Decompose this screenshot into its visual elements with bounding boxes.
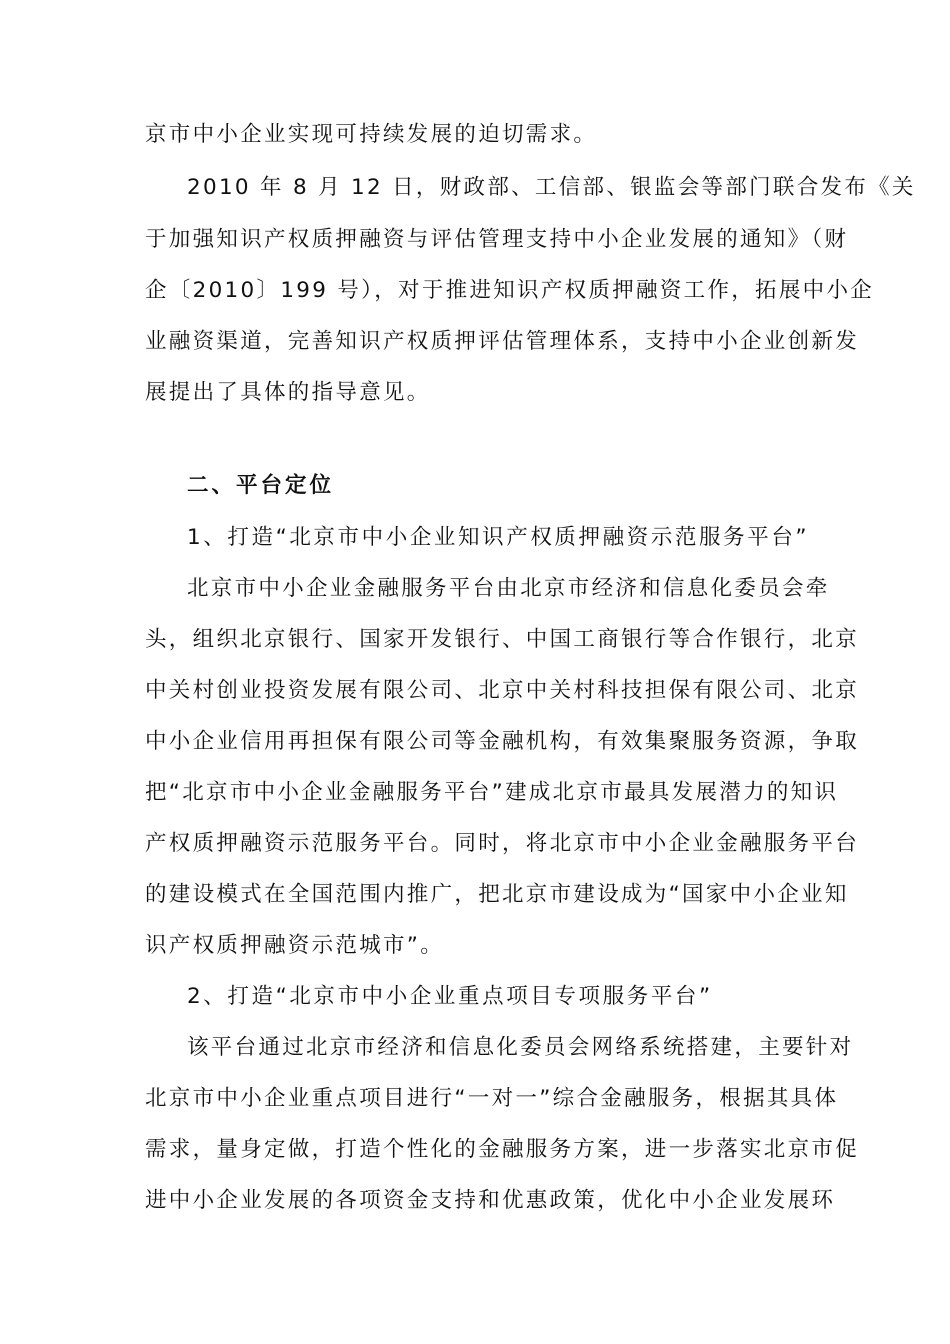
paragraph-line: 识产权质押融资示范城市”。 — [145, 933, 445, 958]
paragraph-line: 企〔2010〕199 号），对于推进知识产权质押融资工作，拓展中小企 — [145, 278, 875, 303]
paragraph-line: 北京市中小企业金融服务平台由北京市经济和信息化委员会牵 — [187, 576, 830, 601]
paragraph-line: 产权质押融资示范服务平台。同时，将北京市中小企业金融服务平台 — [145, 831, 860, 856]
paragraph-line: 2010 年 8 月 12 日，财政部、工信部、银监会等部门联合发布《关 — [187, 175, 916, 200]
paragraph-line: 展提出了具体的指导意见。 — [145, 380, 431, 405]
paragraph-line: 需求，量身定做，打造个性化的金融服务方案，进一步落实北京市促 — [145, 1137, 860, 1162]
paragraph-line: 京市中小企业实现可持续发展的迫切需求。 — [145, 122, 598, 147]
paragraph-line: 该平台通过北京市经济和信息化委员会网络系统搭建，主要针对 — [187, 1035, 854, 1060]
paragraph-line: 中关村创业投资发展有限公司、北京中关村科技担保有限公司、北京 — [145, 678, 860, 703]
paragraph-line: 业融资渠道，完善知识产权质押评估管理体系，支持中小企业创新发 — [145, 329, 860, 354]
paragraph-line: 头，组织北京银行、国家开发银行、中国工商银行等合作银行，北京 — [145, 627, 860, 652]
paragraph-line: 的建设模式在全国范围内推广，把北京市建设成为“国家中小企业知 — [145, 882, 849, 907]
subsection-heading: 1、打造“北京市中小企业知识产权质押融资示范服务平台” — [187, 525, 810, 550]
paragraph-line: 北京市中小企业重点项目进行“一对一”综合金融服务，根据其具体 — [145, 1086, 839, 1111]
paragraph-line: 把“北京市中小企业金融服务平台”建成北京市最具发展潜力的知识 — [145, 780, 839, 805]
subsection-heading: 2、打造“北京市中小企业重点项目专项服务平台” — [187, 984, 713, 1009]
section-heading: 二、平台定位 — [187, 473, 335, 498]
paragraph-line: 中小企业信用再担保有限公司等金融机构，有效集聚服务资源，争取 — [145, 729, 860, 754]
paragraph-line: 进中小企业发展的各项资金支持和优惠政策，优化中小企业发展环 — [145, 1188, 836, 1213]
paragraph-line: 于加强知识产权质押融资与评估管理支持中小企业发展的通知》（财 — [145, 227, 849, 252]
